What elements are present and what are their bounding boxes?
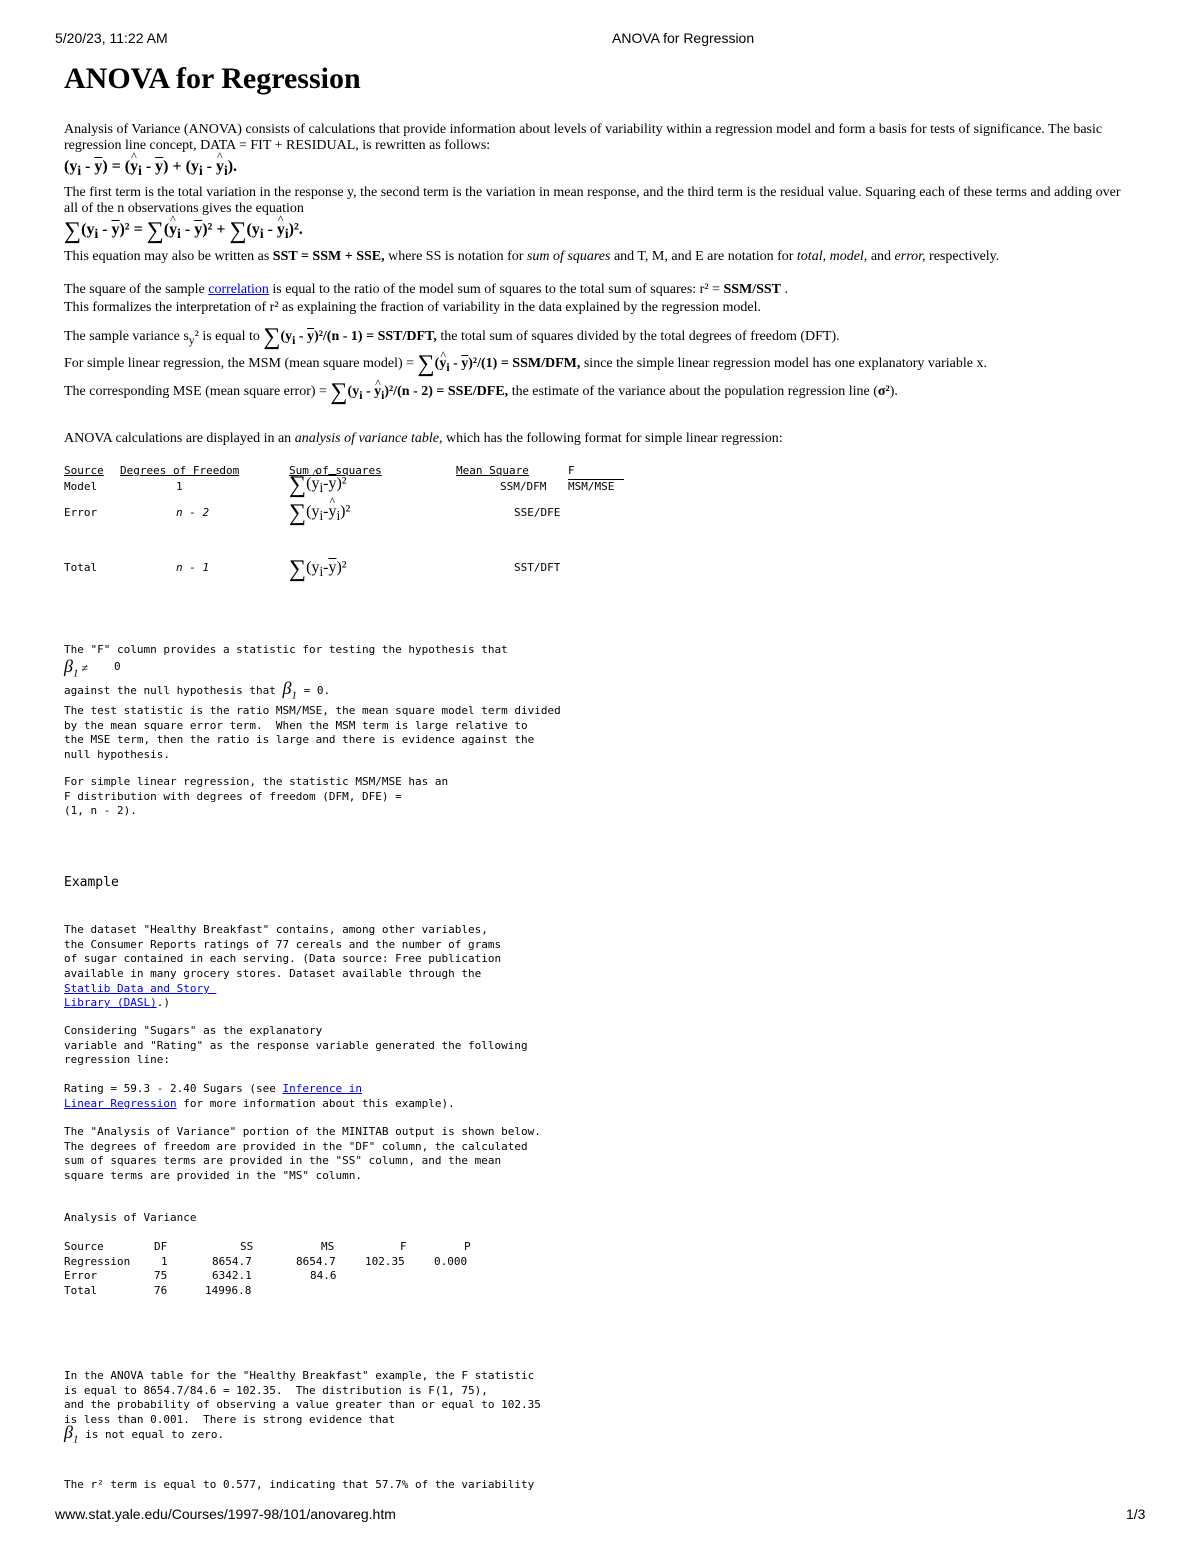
minitab-header-ss: SS	[240, 1240, 254, 1253]
f-column-text-1: The "F" column provides a statistic for testing the hypothesis that	[64, 643, 508, 656]
minitab-row-regression-df: 1	[161, 1255, 168, 1268]
correlation-link[interactable]: correlation	[208, 282, 269, 297]
minitab-row-regression-ms: 8654.7	[296, 1255, 336, 1268]
mse-line: The corresponding MSE (mean square error) = $\sum(y_i$ - ^ $y_i)^2/(n - 2) = SSE/DFE$, the estimate of the variance about the population regression line (σ²).	[64, 384, 1134, 404]
print-title: ANOVA for Regression	[612, 30, 755, 46]
dasl-link[interactable]: Statlib Data and Story	[64, 982, 217, 995]
test-statistic-paragraph: The test statistic is the ratio MSM/MSE, the mean square model term divided by the mean square error term. When the MSM term is large relative to the MSE term, then the ratio is large and there is evidence against the null hypothesis.	[64, 704, 561, 761]
minitab-row-error-df: 75	[154, 1269, 168, 1282]
format-row-total-source: Total	[64, 561, 98, 574]
format-row-total-ss: $\sum(y_i-\overline{y})^2$	[289, 556, 347, 582]
format-row-total-ms: SST/DFT	[514, 561, 561, 574]
decomposition-equation: $(y_i - \overline{y})$ = (^ $y_i - \overline{y}) + (y_i$ - ^ $y_i$).	[64, 158, 237, 179]
format-header-source: Source	[64, 464, 104, 477]
format-row-error-ss: $\sum(y_i-\^{}$ $y_i)^2$	[289, 500, 350, 527]
sugars-paragraph: Considering "Sugars" as the explanatory variable and "Rating" as the response variable generated the following regression line:	[64, 1024, 528, 1067]
f-statistic-paragraph: In the ANOVA table for the "Healthy Breakfast" example, the F statistic is equal to 8654.7/84.6 = 102.35. The distribution is F(1, 75), and the probability of observing a value greater than or equal to 102.35 is less than 0.001. There is strong evidence that	[64, 1369, 541, 1426]
minitab-row-error-source: Error	[64, 1269, 98, 1282]
hypothesis-zero: 0	[114, 660, 121, 673]
correlation-paragraph: The square of the sample correlation is equal to the ratio of the model sum of squares to the total sum of squares: r² = SSM/SST .	[64, 282, 789, 297]
anova-table-intro: ANOVA calculations are displayed in an analysis of variance table, which has the following format for simple linear regression:	[64, 431, 783, 446]
dasl-link-line-1	[64, 982, 216, 997]
print-datetime: 5/20/23, 11:22 AM	[55, 30, 168, 46]
beta1-not-zero-line: $\beta_1$ is not equal to zero.	[64, 1422, 225, 1446]
format-row-total-df: n - 1	[176, 561, 210, 574]
format-row-model-ms: SSM/DFM	[500, 480, 547, 493]
minitab-row-total-df: 76	[154, 1284, 168, 1297]
sum-of-squares-equation: $\sum(y_i - \overline{y})^2$ = ∑(^ $y_i - \overline{y})^2 + \sum(y_i$ - ^ $y_i)^2$.	[64, 218, 303, 245]
format-row-model-ss: ∑(^ $y_i-\overline{y})^2$	[289, 472, 347, 499]
minitab-header-f: F	[400, 1240, 407, 1253]
example-heading: Example	[64, 875, 119, 890]
minitab-row-error-ss: 6342.1	[212, 1269, 252, 1282]
null-hypothesis-text: against the null hypothesis that $\beta_1 = 0$.	[64, 678, 331, 702]
print-page-number: 1/3	[1126, 1506, 1146, 1522]
format-row-error-ms: SSE/DFE	[514, 506, 561, 519]
minitab-header-p: P	[464, 1240, 471, 1253]
format-header-ms: Mean Square	[456, 464, 529, 477]
minitab-row-total-source: Total	[64, 1284, 98, 1297]
regression-line-2: Linear Regression for more information about this example).	[64, 1097, 455, 1110]
minitab-row-regression-f: 102.35	[365, 1255, 405, 1268]
format-row-error-source: Error	[64, 506, 98, 519]
minitab-header-source: Source	[64, 1240, 104, 1253]
format-row-model-source: Model	[64, 480, 98, 493]
minitab-row-regression-source: Regression	[64, 1255, 131, 1268]
msm-line: For simple linear regression, the MSM (mean square model) = ∑(^ $y_i - \overline{y})^2/(1) = SSM/DFM$, since the simple linear regression model has one explanatory variable x.	[64, 356, 1134, 376]
minitab-row-regression-p: 0.000	[434, 1255, 468, 1268]
format-header-f: F	[568, 464, 624, 480]
first-term-paragraph: The first term is the total variation in the response y, the second term is the variation in mean response, and the third term is the residual value. Squaring each of these terms and adding over all of the n observations gives the equation	[64, 185, 1121, 216]
dataset-paragraph: The dataset "Healthy Breakfast" contains, among other variables, the Consumer Reports ratings of 77 cereals and the number of grams of sugar contained in each serving. (Data source: Free publication available in many grocery stores. Dataset available through the	[64, 923, 502, 980]
sample-variance-line: The sample variance $s_y^2$ is equal to $\sum(y_i - \overline{y})^2/(n - 1) = SST/DFT$, the total sum of squares divided by the total degrees of freedom (DFT).	[64, 324, 840, 350]
format-row-error-df: n - 2	[176, 506, 210, 519]
sst-paragraph: This equation may also be written as SST = SSM + SSE, where SS is notation for sum of squares and T, M, and E are notation for total, model, and error, respectively.	[64, 249, 1000, 264]
page-title: ANOVA for Regression	[64, 62, 361, 95]
print-url: www.stat.yale.edu/Courses/1997-98/101/anovareg.htm	[55, 1506, 396, 1522]
beta1-symbol: $\beta_1$ ≠	[64, 656, 89, 680]
format-header-ss: Sum of squares	[289, 464, 382, 477]
r2-interpretation: This formalizes the interpretation of r² as explaining the fraction of variability in the data explained by the regression model.	[64, 300, 761, 315]
minitab-header-ms: MS	[321, 1240, 335, 1253]
format-header-df: Degrees of Freedom	[120, 464, 240, 477]
dasl-link-cont[interactable]: Library (DASL)	[64, 996, 157, 1009]
dasl-link-line-2: Library (DASL).)	[64, 996, 170, 1009]
r2-paragraph: The r² term is equal to 0.577, indicating that 57.7% of the variability	[64, 1478, 535, 1491]
minitab-row-total-ss: 14996.8	[205, 1284, 252, 1297]
minitab-table-title: Analysis of Variance	[64, 1211, 197, 1224]
format-row-model-f: MSM/MSE	[568, 480, 615, 493]
inference-link[interactable]: Inference in	[282, 1082, 363, 1095]
minitab-row-regression-ss: 8654.7	[212, 1255, 252, 1268]
format-row-model-df: 1	[176, 480, 183, 493]
regression-line-1: Rating = 59.3 - 2.40 Sugars (see Inference in	[64, 1082, 363, 1095]
intro-paragraph: Analysis of Variance (ANOVA) consists of calculations that provide information about levels of variability within a regression model and form a basis for tests of significance. The basic regression line concept, DATA = FIT + RESIDUAL, is rewritten as follows:	[64, 122, 1103, 153]
minitab-row-error-ms: 84.6	[310, 1269, 337, 1282]
inference-link-cont[interactable]: Linear Regression	[64, 1097, 177, 1110]
minitab-paragraph: The "Analysis of Variance" portion of the MINITAB output is shown below. The degrees of freedom are provided in the "DF" column, the calculated sum of squares terms are provided in the "SS" column, and the mean square terms are provided in the "MS" column.	[64, 1125, 541, 1182]
f-distribution-paragraph: For simple linear regression, the statistic MSM/MSE has an F distribution with degrees of freedom (DFM, DFE) = (1, n - 2).	[64, 775, 449, 818]
minitab-header-df: DF	[154, 1240, 168, 1253]
